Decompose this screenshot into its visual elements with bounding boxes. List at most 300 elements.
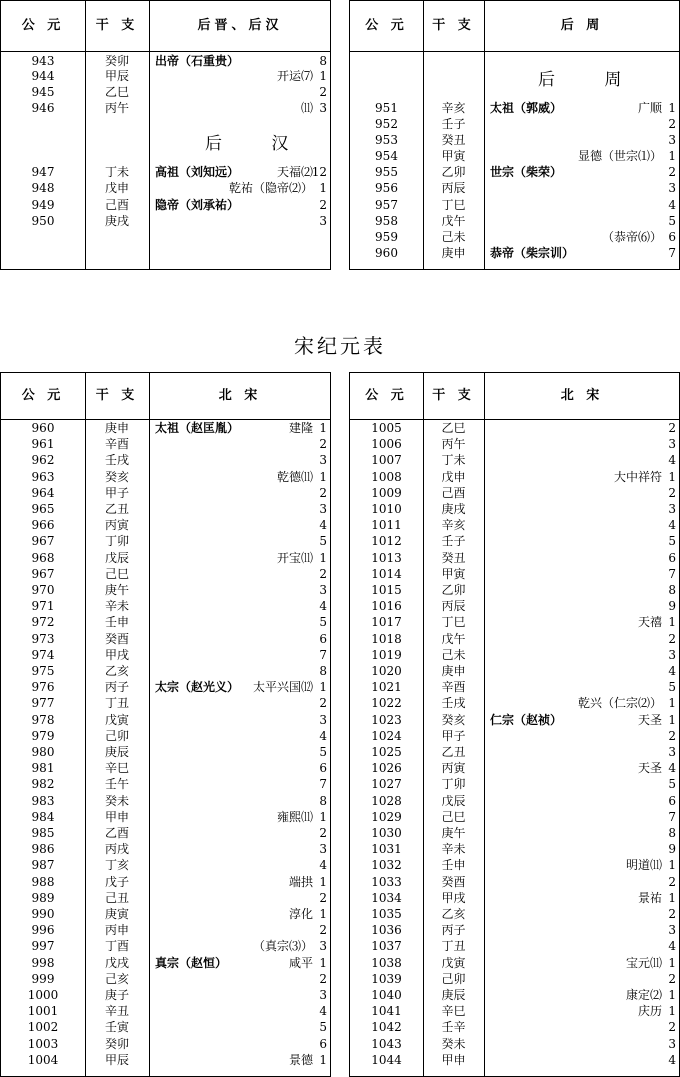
- table-row: [350, 148, 679, 164]
- regnal-year-cell: 3: [668, 437, 676, 452]
- year-cell: 1034: [371, 890, 402, 905]
- table-row: [1, 841, 330, 857]
- ganzhi-cell: 乙亥: [104, 664, 129, 678]
- era-cell: （恭帝⑹）: [601, 230, 662, 244]
- header-dynasty: 北 宋: [560, 388, 604, 403]
- ganzhi-cell: 癸酉: [441, 874, 466, 889]
- regnal-year-cell: 3: [319, 842, 327, 857]
- year-cell: 1042: [371, 1020, 402, 1035]
- emperor-cell: 恭帝（柴宗训）: [490, 246, 575, 260]
- table-header: [1, 1, 330, 52]
- table-row: [350, 598, 679, 614]
- ganzhi-cell: 庚寅: [104, 907, 129, 921]
- year-cell: 1018: [371, 631, 402, 646]
- regnal-year-cell: 6: [319, 761, 327, 776]
- year-cell: 973: [31, 631, 55, 646]
- regnal-year-cell: 1: [319, 421, 327, 435]
- year-cell: 1001: [27, 1004, 59, 1019]
- regnal-year-cell: 6: [319, 1036, 327, 1051]
- ganzhi-cell: 庚戌: [441, 502, 466, 516]
- table-row: [350, 1019, 679, 1035]
- table-row: [1, 631, 330, 647]
- table-row: [350, 436, 679, 452]
- year-cell: 962: [31, 453, 55, 468]
- ganzhi-cell: 甲戌: [441, 890, 466, 905]
- regnal-year-cell: 2: [668, 907, 676, 921]
- ganzhi-cell: 丁未: [441, 453, 466, 468]
- regnal-year-cell: 1: [668, 1004, 676, 1019]
- ganzhi-cell: 癸卯: [104, 1036, 129, 1051]
- table-row: [1, 517, 330, 533]
- year-cell: 997: [31, 939, 55, 954]
- table-row: [1, 793, 330, 809]
- ganzhi-cell: 壬申: [441, 858, 466, 873]
- year-cell: 1028: [371, 793, 402, 808]
- ganzhi-cell: 辛丑: [104, 1004, 129, 1019]
- table-row: [350, 1003, 679, 1019]
- emperor-cell: 真宗（赵恒）: [155, 955, 228, 970]
- table-row: [1, 1052, 330, 1068]
- year-cell: 987: [31, 858, 55, 873]
- ganzhi-cell: 壬子: [441, 117, 466, 131]
- year-cell: 1038: [371, 955, 402, 970]
- year-cell: 952: [375, 117, 398, 131]
- ganzhi-cell: 丁亥: [104, 858, 129, 873]
- ganzhi-cell: 己丑: [104, 890, 129, 905]
- year-cell: 979: [31, 728, 55, 743]
- ganzhi-cell: 庚申: [441, 246, 466, 260]
- year-cell: 951: [375, 101, 398, 115]
- year-cell: 967: [31, 566, 55, 581]
- regnal-year-cell: 3: [319, 101, 327, 115]
- header-year: 公 元: [21, 388, 65, 403]
- year-cell: 1040: [371, 988, 402, 1002]
- ganzhi-cell: 庚辰: [441, 988, 466, 1002]
- regnal-year-cell: 1: [319, 469, 327, 484]
- year-cell: 1015: [371, 583, 402, 597]
- year-cell: 956: [375, 181, 398, 195]
- regnal-year-cell: 4: [319, 728, 327, 743]
- year-cell: 959: [375, 230, 398, 244]
- regnal-year-cell: 1: [668, 615, 676, 630]
- ganzhi-cell: 壬辛: [441, 1020, 466, 1035]
- ganzhi-cell: 乙丑: [441, 745, 466, 759]
- ganzhi-cell: 戊午: [441, 214, 466, 228]
- year-cell: 1033: [371, 874, 402, 889]
- regnal-year-cell: 2: [319, 85, 327, 99]
- era-cell: 景德: [288, 1052, 313, 1067]
- regnal-year-cell: 8: [319, 793, 327, 808]
- ganzhi-cell: 庚子: [104, 988, 129, 1002]
- era-cell: 开宝⑾: [276, 550, 313, 565]
- table-row: [350, 501, 679, 517]
- year-cell: 978: [31, 712, 55, 727]
- regnal-year-cell: 6: [668, 793, 676, 808]
- year-cell: 1011: [371, 518, 402, 533]
- era-cell: 明道⑾: [625, 858, 662, 873]
- ganzhi-cell: 庚戌: [104, 214, 129, 228]
- ganzhi-cell: 戊寅: [441, 955, 466, 970]
- year-cell: 950: [31, 214, 55, 228]
- regnal-year-cell: 2: [668, 728, 676, 743]
- year-cell: 967: [31, 534, 55, 549]
- table-row: [350, 776, 679, 792]
- ganzhi-cell: 丙子: [441, 923, 466, 938]
- table-row: [350, 809, 679, 825]
- table-row: [350, 679, 679, 695]
- ganzhi-cell: 丙戌: [104, 842, 129, 857]
- year-cell: 976: [31, 680, 55, 695]
- regnal-year-cell: 1: [668, 469, 676, 484]
- table-row: [350, 582, 679, 598]
- year-cell: 1041: [371, 1004, 402, 1019]
- table-row: [1, 712, 330, 728]
- ganzhi-cell: 己酉: [104, 198, 129, 212]
- year-cell: 1019: [371, 647, 402, 662]
- table-row: [1, 809, 330, 825]
- table-row: [350, 841, 679, 857]
- regnal-year-cell: 1: [319, 550, 327, 565]
- ganzhi-cell: 庚申: [104, 421, 129, 435]
- ganzhi-cell: 丙寅: [104, 518, 129, 533]
- year-cell: 985: [31, 826, 55, 840]
- regnal-year-cell: 4: [668, 198, 676, 212]
- regnal-year-cell: 6: [319, 631, 327, 646]
- year-cell: 1043: [371, 1036, 402, 1051]
- table-row: [350, 874, 679, 890]
- year-cell: 1027: [371, 777, 402, 792]
- table-row: [350, 922, 679, 938]
- ganzhi-cell: 甲申: [441, 1052, 466, 1067]
- year-cell: 1020: [371, 664, 402, 678]
- ganzhi-cell: 庚辰: [104, 745, 129, 759]
- header-dynasty: 北 宋: [218, 388, 262, 403]
- year-cell: 1004: [27, 1052, 59, 1067]
- page-title: 宋纪元表: [294, 334, 386, 358]
- year-cell: 964: [31, 485, 55, 500]
- ganzhi-cell: 丁丑: [441, 939, 466, 954]
- year-cell: 980: [31, 745, 55, 759]
- regnal-year-cell: 2: [668, 631, 676, 646]
- era-cell: 景祐: [637, 890, 662, 905]
- ganzhi-cell: 丙午: [104, 101, 129, 115]
- regnal-year-cell: 1: [319, 809, 327, 824]
- regnal-year-cell: 2: [319, 696, 327, 711]
- table-row: [350, 631, 679, 647]
- regnal-year-cell: 3: [319, 988, 327, 1002]
- table-row: [1, 566, 330, 582]
- regnal-year-cell: 1: [668, 712, 676, 727]
- ganzhi-cell: 癸未: [104, 793, 129, 808]
- regnal-year-cell: 5: [668, 680, 676, 695]
- ganzhi-cell: 戊寅: [104, 712, 129, 727]
- table-row: [350, 987, 679, 1003]
- emperor-cell: 隐帝（刘承祐）: [155, 198, 240, 212]
- regnal-year-cell: 2: [668, 117, 676, 131]
- ganzhi-cell: 辛亥: [441, 518, 466, 533]
- ganzhi-cell: 己酉: [441, 485, 466, 500]
- table-row: [350, 971, 679, 987]
- table-row: [350, 695, 679, 711]
- table-later-zhou: [349, 0, 680, 270]
- ganzhi-cell: 甲寅: [441, 566, 466, 581]
- regnal-year-cell: 4: [319, 1004, 327, 1019]
- ganzhi-cell: 丁丑: [104, 696, 129, 711]
- regnal-year-cell: 5: [668, 777, 676, 792]
- table-row: [350, 825, 679, 841]
- ganzhi-cell: 丙辰: [441, 181, 466, 195]
- table-row: [350, 132, 679, 148]
- regnal-year-cell: 4: [668, 518, 676, 533]
- era-cell: 乾德⑾: [276, 469, 313, 484]
- ganzhi-cell: 乙巳: [104, 85, 129, 99]
- regnal-year-cell: 1: [319, 955, 327, 970]
- regnal-year-cell: 3: [668, 133, 676, 147]
- era-cell: 天禧: [637, 615, 662, 630]
- ganzhi-cell: 辛巳: [441, 1004, 466, 1019]
- year-cell: 983: [31, 793, 55, 808]
- year-cell: 960: [31, 421, 55, 435]
- ganzhi-cell: 甲辰: [104, 69, 129, 83]
- regnal-year-cell: 8: [668, 826, 676, 840]
- year-cell: 958: [375, 214, 398, 228]
- regnal-year-cell: 3: [668, 745, 676, 759]
- table-row: [1, 987, 330, 1003]
- era-cell: （真宗⑶）: [252, 939, 313, 954]
- ganzhi-cell: 甲子: [104, 485, 129, 500]
- ganzhi-cell: 己巳: [104, 566, 129, 581]
- year-cell: 1035: [371, 907, 402, 921]
- era-cell: 天圣: [637, 761, 662, 776]
- year-cell: 999: [31, 971, 55, 986]
- table-row: [1, 922, 330, 938]
- header-ganzhi: 干 支: [432, 18, 475, 33]
- table-row: [350, 793, 679, 809]
- ganzhi-cell: 壬午: [104, 777, 129, 792]
- table-row: [1, 582, 330, 598]
- ganzhi-cell: 己卯: [441, 971, 466, 986]
- ganzhi-cell: 壬申: [104, 615, 129, 630]
- table-row: [1, 598, 330, 614]
- year-cell: 1003: [27, 1036, 59, 1051]
- ganzhi-cell: 戊辰: [104, 550, 129, 565]
- year-cell: 1005: [371, 421, 402, 435]
- table-row: [1, 890, 330, 906]
- regnal-year-cell: 2: [668, 1020, 676, 1035]
- table-row: [1, 663, 330, 679]
- year-cell: 961: [31, 437, 55, 452]
- ganzhi-cell: 壬戌: [104, 453, 129, 468]
- ganzhi-cell: 丙子: [104, 680, 129, 695]
- ganzhi-cell: 庚申: [441, 664, 466, 678]
- table-row: [1, 164, 330, 180]
- table-row: [350, 164, 679, 180]
- ganzhi-cell: 己卯: [104, 728, 129, 743]
- ganzhi-cell: 丙辰: [441, 599, 466, 614]
- regnal-year-cell: 2: [668, 421, 676, 435]
- header-dynasty: 后 周: [560, 18, 604, 33]
- ganzhi-cell: 庚午: [104, 583, 129, 597]
- year-cell: 1009: [371, 485, 402, 500]
- header-year: 公 元: [365, 388, 408, 403]
- year-cell: 1000: [27, 988, 59, 1002]
- table-row: [1, 938, 330, 954]
- year-cell: 954: [375, 149, 398, 163]
- year-cell: 1039: [371, 971, 402, 986]
- table-row: [1, 420, 330, 436]
- regnal-year-cell: 4: [668, 1052, 676, 1067]
- ganzhi-cell: 己未: [441, 647, 466, 662]
- year-cell: 975: [31, 664, 55, 678]
- year-cell: 968: [31, 550, 55, 565]
- ganzhi-cell: 辛酉: [104, 437, 129, 452]
- regnal-year-cell: 9: [668, 842, 676, 857]
- table-row: [1, 647, 330, 663]
- regnal-year-cell: 3: [668, 923, 676, 938]
- year-cell: 948: [31, 181, 55, 195]
- regnal-year-cell: 2: [319, 566, 327, 581]
- year-cell: 1021: [371, 680, 402, 695]
- ganzhi-cell: 辛酉: [441, 680, 466, 695]
- ganzhi-cell: 戊午: [441, 631, 466, 646]
- regnal-year-cell: 6: [668, 550, 676, 565]
- regnal-year-cell: 1: [319, 680, 327, 695]
- year-cell: 966: [31, 518, 55, 533]
- table-row: [350, 180, 679, 196]
- emperor-cell: 高祖（刘知远）: [155, 165, 240, 179]
- table-row: [1, 469, 330, 485]
- table-row: [350, 517, 679, 533]
- regnal-year-cell: 4: [319, 858, 327, 873]
- ganzhi-cell: 癸未: [441, 1036, 466, 1051]
- regnal-year-cell: 4: [668, 453, 676, 468]
- year-cell: 947: [31, 165, 55, 179]
- year-cell: 1012: [371, 534, 402, 549]
- regnal-year-cell: 1: [319, 181, 327, 195]
- regnal-year-cell: 3: [319, 453, 327, 468]
- table-row: [350, 955, 679, 971]
- year-cell: 990: [31, 907, 55, 921]
- era-cell: 淳化: [288, 907, 313, 921]
- table-row: [350, 197, 679, 213]
- ganzhi-cell: 丁巳: [441, 615, 466, 630]
- regnal-year-cell: 1: [319, 907, 327, 921]
- table-row: [350, 614, 679, 630]
- regnal-year-cell: 8: [319, 54, 327, 68]
- era-cell: 广顺: [637, 101, 662, 115]
- era-cell: 端拱: [288, 874, 313, 889]
- regnal-year-cell: 4: [668, 761, 676, 776]
- year-cell: 1007: [371, 453, 402, 468]
- table-row: [1, 971, 330, 987]
- table-row: [1, 197, 330, 213]
- ganzhi-cell: 壬子: [441, 534, 466, 549]
- era-cell: 建隆: [288, 421, 313, 435]
- table-row: [1, 744, 330, 760]
- table-row: [1, 857, 330, 873]
- era-cell: 咸平: [288, 955, 313, 970]
- table-header: [1, 373, 330, 420]
- year-cell: 1026: [371, 761, 402, 776]
- year-cell: 988: [31, 874, 55, 889]
- year-cell: 963: [31, 469, 55, 484]
- year-cell: 1010: [371, 502, 402, 516]
- table-row: [1, 213, 330, 229]
- table-row: [1, 452, 330, 468]
- year-cell: 1008: [371, 469, 402, 484]
- ganzhi-cell: 乙亥: [441, 907, 466, 921]
- year-cell: 946: [31, 101, 55, 115]
- ganzhi-cell: 辛未: [441, 842, 466, 857]
- regnal-year-cell: 9: [668, 599, 676, 614]
- year-cell: 949: [31, 198, 55, 212]
- regnal-year-cell: 7: [668, 809, 676, 824]
- regnal-year-cell: 3: [319, 214, 327, 228]
- year-cell: 982: [31, 777, 55, 792]
- regnal-year-cell: 1: [319, 69, 327, 83]
- year-cell: 1032: [371, 858, 402, 873]
- regnal-year-cell: 2: [668, 971, 676, 986]
- regnal-year-cell: 1: [668, 955, 676, 970]
- regnal-year-cell: 1: [668, 890, 676, 905]
- table-row: [350, 100, 679, 116]
- ganzhi-cell: 乙卯: [441, 583, 466, 597]
- year-cell: 981: [31, 761, 55, 776]
- ganzhi-cell: 丁酉: [104, 939, 129, 954]
- regnal-year-cell: 2: [319, 485, 327, 500]
- regnal-year-cell: 5: [319, 615, 327, 630]
- ganzhi-cell: 丁卯: [104, 534, 129, 549]
- table-row: [1, 1036, 330, 1052]
- ganzhi-cell: 辛亥: [441, 101, 466, 115]
- table-row: [350, 760, 679, 776]
- regnal-year-cell: 3: [319, 712, 327, 727]
- ganzhi-cell: 丁未: [104, 165, 129, 179]
- regnal-year-cell: 1: [668, 696, 676, 711]
- table-row: [1, 728, 330, 744]
- regnal-year-cell: 3: [319, 502, 327, 516]
- ganzhi-cell: 庚午: [441, 826, 466, 840]
- ganzhi-cell: 癸亥: [104, 469, 129, 484]
- era-cell: 天福⑵: [276, 165, 313, 179]
- era-cell: 显德（世宗⑴）: [577, 149, 662, 163]
- table-northern-song-2: [349, 372, 680, 1077]
- regnal-year-cell: 2: [319, 890, 327, 905]
- regnal-year-cell: 4: [668, 664, 676, 678]
- table-row: [350, 906, 679, 922]
- year-cell: 1022: [371, 696, 402, 711]
- year-cell: 984: [31, 809, 55, 824]
- table-row: [350, 1036, 679, 1052]
- regnal-year-cell: 2: [668, 485, 676, 500]
- emperor-cell: 出帝（石重贵）: [155, 54, 240, 68]
- year-cell: 1029: [371, 809, 402, 824]
- year-cell: 996: [31, 923, 55, 938]
- table-row: [1, 695, 330, 711]
- table-row: [350, 485, 679, 501]
- ganzhi-cell: 己亥: [104, 971, 129, 986]
- regnal-year-cell: 3: [668, 181, 676, 195]
- ganzhi-cell: 戊申: [104, 181, 129, 195]
- regnal-year-cell: 7: [319, 777, 327, 792]
- regnal-year-cell: 5: [319, 534, 327, 549]
- ganzhi-cell: 癸酉: [104, 631, 129, 646]
- regnal-year-cell: 2: [319, 971, 327, 986]
- regnal-year-cell: 3: [668, 647, 676, 662]
- year-cell: 1006: [371, 437, 402, 452]
- header-ganzhi: 干 支: [95, 18, 139, 33]
- table-row: [350, 452, 679, 468]
